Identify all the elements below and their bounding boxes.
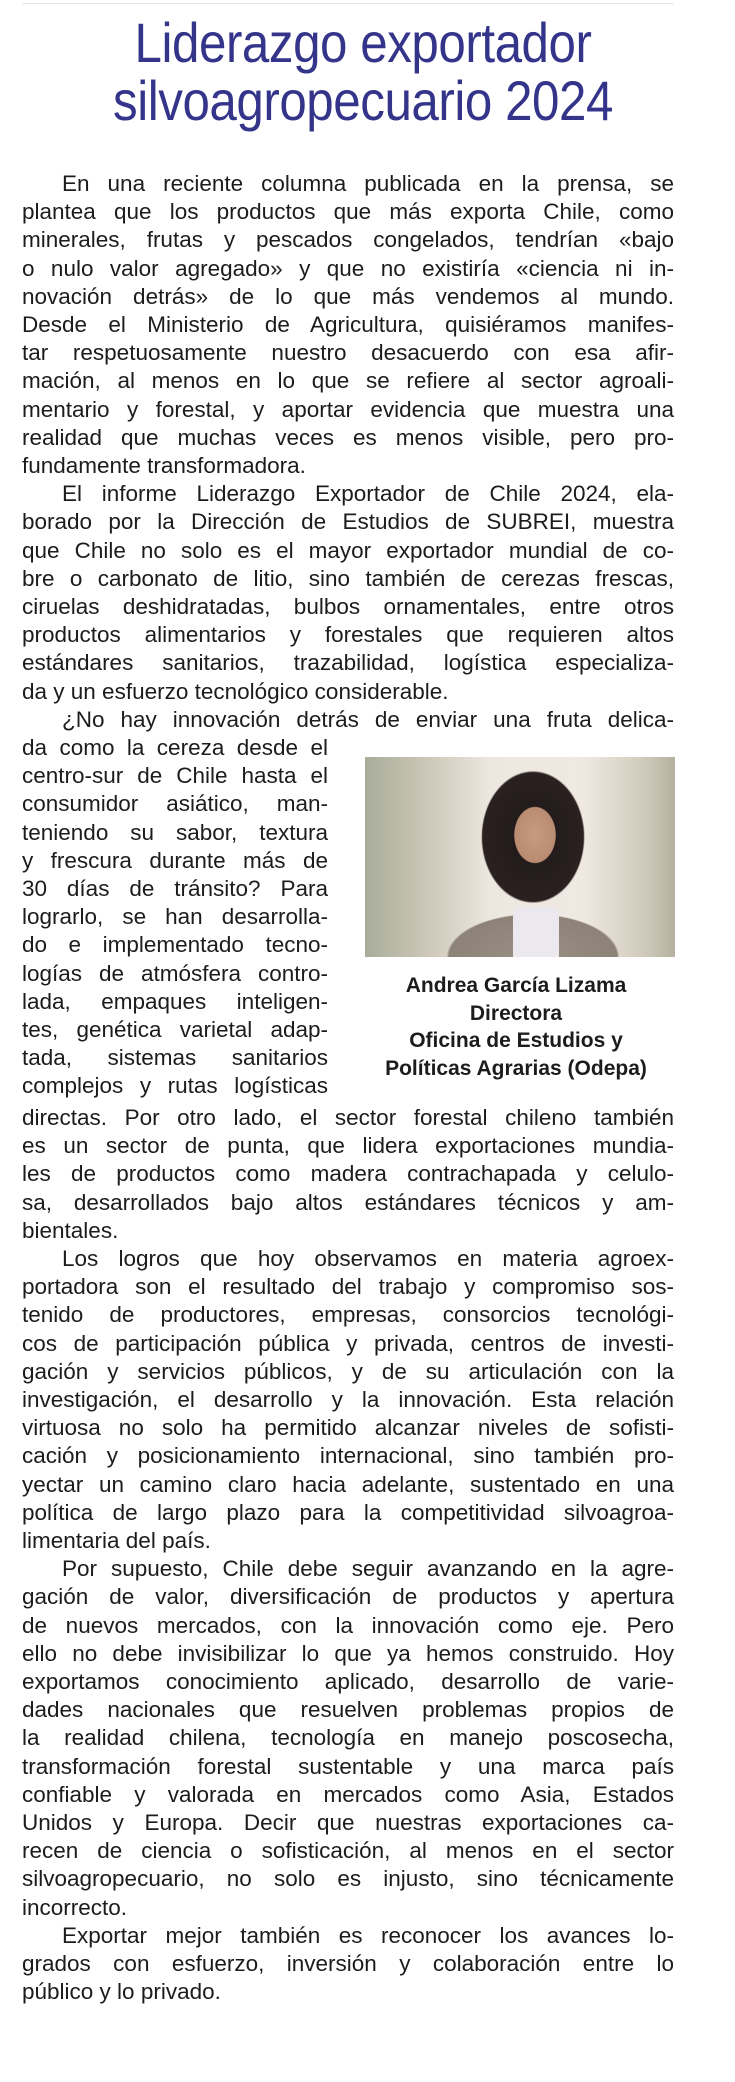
text-line: confiable y valorada en mercados como Asia, Estados [22, 1781, 674, 1807]
text-line: bre o carbonato de litio, sino también de cerezas frescas, [22, 565, 674, 591]
text-line: cos de participación pública y privada, centros de investi- [22, 1330, 674, 1356]
text-line: minerales, frutas y pescados congelados, tendrían «bajo [22, 227, 674, 253]
text-line: lograrlo, se han desarrolla- [22, 904, 328, 930]
text-line: En una reciente columna publicada en la prensa, se [62, 171, 674, 196]
article-body-wrap [22, 734, 328, 1101]
author-org-line-2: Políticas Agrarias (Odepa) [385, 1056, 647, 1080]
text-line: novación detrás» de lo que más vendemos al mundo. [22, 283, 674, 309]
text-line: productos alimentarios y forestales que requieren altos [22, 622, 674, 648]
text-line: que Chile no solo es el mayor exportador mundial de co- [22, 537, 674, 563]
photo-shirt [513, 907, 559, 957]
text-line: incorrecto. [22, 1894, 128, 1920]
text-line: portadora son el resultado del trabajo y compromiso sos- [22, 1274, 674, 1300]
text-line: complejos y rutas logísticas [22, 1073, 328, 1099]
text-line: sa, desarrollados bajo altos estándares técnicos y am- [22, 1189, 674, 1215]
text-line: público y lo privado. [22, 1979, 221, 2005]
title-line-1: Liderazgo exportador [134, 11, 592, 74]
text-line: centro-sur de Chile hasta el [22, 763, 328, 789]
text-line: de nuevos mercados, con la innovación como eje. Pero [22, 1612, 674, 1638]
text-line: mación, al menos en lo que se refiere al sector agroali- [22, 368, 674, 394]
text-line: silvoagropecuario, no solo es injusto, sino técnicamente [22, 1866, 674, 1892]
text-line: mentario y forestal, y aportar evidencia que muestra una [22, 396, 674, 422]
text-line: Por supuesto, Chile debe seguir avanzando en la agre- [62, 1556, 674, 1582]
text-line: dades nacionales que resuelven problemas propios de [22, 1697, 674, 1723]
author-caption [340, 972, 692, 1082]
text-line: consumidor asiático, man- [22, 791, 328, 817]
text-line: la realidad chilena, tecnología en manejo poscosecha, [22, 1725, 674, 1751]
text-line: teniendo su sabor, textura [22, 819, 328, 845]
text-line: directas. Por otro lado, el sector forestal chileno también [22, 1105, 674, 1130]
article-body-bottom [22, 1104, 674, 2007]
text-line: y frescura durante más de [22, 847, 328, 873]
text-line: da y un esfuerzo tecnológico considerable. [22, 678, 449, 704]
text-line: estándares sanitarios, trazabilidad, logística especializa- [22, 650, 674, 676]
text-line: recen de ciencia o sofisticación, al menos en el sector [22, 1838, 674, 1864]
text-line: ¿No hay innovación detrás de enviar una fruta delica- [62, 706, 674, 732]
text-line: realidad que muchas veces es menos visible, pero pro- [22, 424, 674, 450]
text-line: gación y servicios públicos, y de su articulación con la [22, 1358, 674, 1384]
text-line: borado por la Dirección de Estudios de SUBREI, muestra [22, 509, 674, 535]
text-line: virtuosa no solo ha permitido alcanzar niveles de sofisti- [22, 1415, 674, 1441]
text-line: plantea que los productos que más exporta Chile, como [22, 199, 674, 225]
article-title [40, 11, 687, 132]
top-rule [22, 3, 674, 4]
text-line: transformación forestal sustentable y una marca país [22, 1753, 674, 1779]
author-org-line-1: Oficina de Estudios y [409, 1029, 623, 1052]
text-line: tar respetuosamente nuestro desacuerdo con esa afir- [22, 340, 674, 366]
text-line: tada, sistemas sanitarios [22, 1045, 328, 1071]
text-line: o nulo valor agregado» y que no existiría «ciencia ni in- [22, 255, 674, 281]
text-line: da como la cereza desde el [22, 735, 328, 760]
author-name: Andrea García Lizama [405, 974, 627, 997]
text-line: es un sector de punta, que lidera exportaciones mundia- [22, 1133, 674, 1159]
text-line: fundamente transformadora. [22, 453, 306, 479]
author-role: Directora [469, 1001, 563, 1025]
text-line: tenido de productores, empresas, consorcios tecnológi- [22, 1302, 674, 1328]
text-line: grados con esfuerzo, inversión y colaboración entre lo [22, 1951, 674, 1977]
title-line-2: silvoagropecuario 2024 [113, 69, 613, 132]
text-line: El informe Liderazgo Exportador de Chile 2024, ela- [62, 481, 674, 507]
text-line: do e implementado tecno- [22, 932, 328, 958]
text-line: tes, genética varietal adap- [22, 1017, 328, 1043]
text-line: exportamos conocimiento aplicado, desarrollo de varie- [22, 1669, 674, 1695]
text-line: ello no debe invisibilizar lo que ya hemos construido. Hoy [22, 1640, 674, 1666]
text-line: limentaria del país. [22, 1528, 211, 1554]
text-line: logías de atmósfera contro- [22, 960, 328, 986]
text-line: investigación, el desarrollo y la innovación. Esta relación [22, 1387, 674, 1413]
article-body-top [22, 170, 674, 734]
text-line: cación y posicionamiento internacional, sino también pro- [22, 1443, 674, 1469]
text-line: Los logros que hoy observamos en materia agroex- [62, 1246, 674, 1272]
text-line: Unidos y Europa. Decir que nuestras exportaciones ca- [22, 1810, 674, 1836]
text-line: Desde el Ministerio de Agricultura, quisiéramos manifes- [22, 312, 674, 338]
text-line: gación de valor, diversificación de productos y apertura [22, 1584, 674, 1610]
text-line: lada, empaques inteligen- [22, 988, 328, 1014]
text-line: ciruelas deshidratadas, bulbos ornamentales, entre otros [22, 594, 674, 620]
text-line: yectar un camino claro hacia adelante, sustentado en una [22, 1471, 674, 1497]
author-photo [365, 757, 675, 957]
text-line: política de largo plazo para la competitividad silvoagroa- [22, 1499, 674, 1525]
text-line: 30 días de tránsito? Para [22, 876, 328, 902]
text-line: les de productos como madera contrachapada y celulo- [22, 1161, 674, 1187]
text-line: bientales. [22, 1217, 119, 1243]
text-line: Exportar mejor también es reconocer los avances lo- [62, 1922, 674, 1948]
